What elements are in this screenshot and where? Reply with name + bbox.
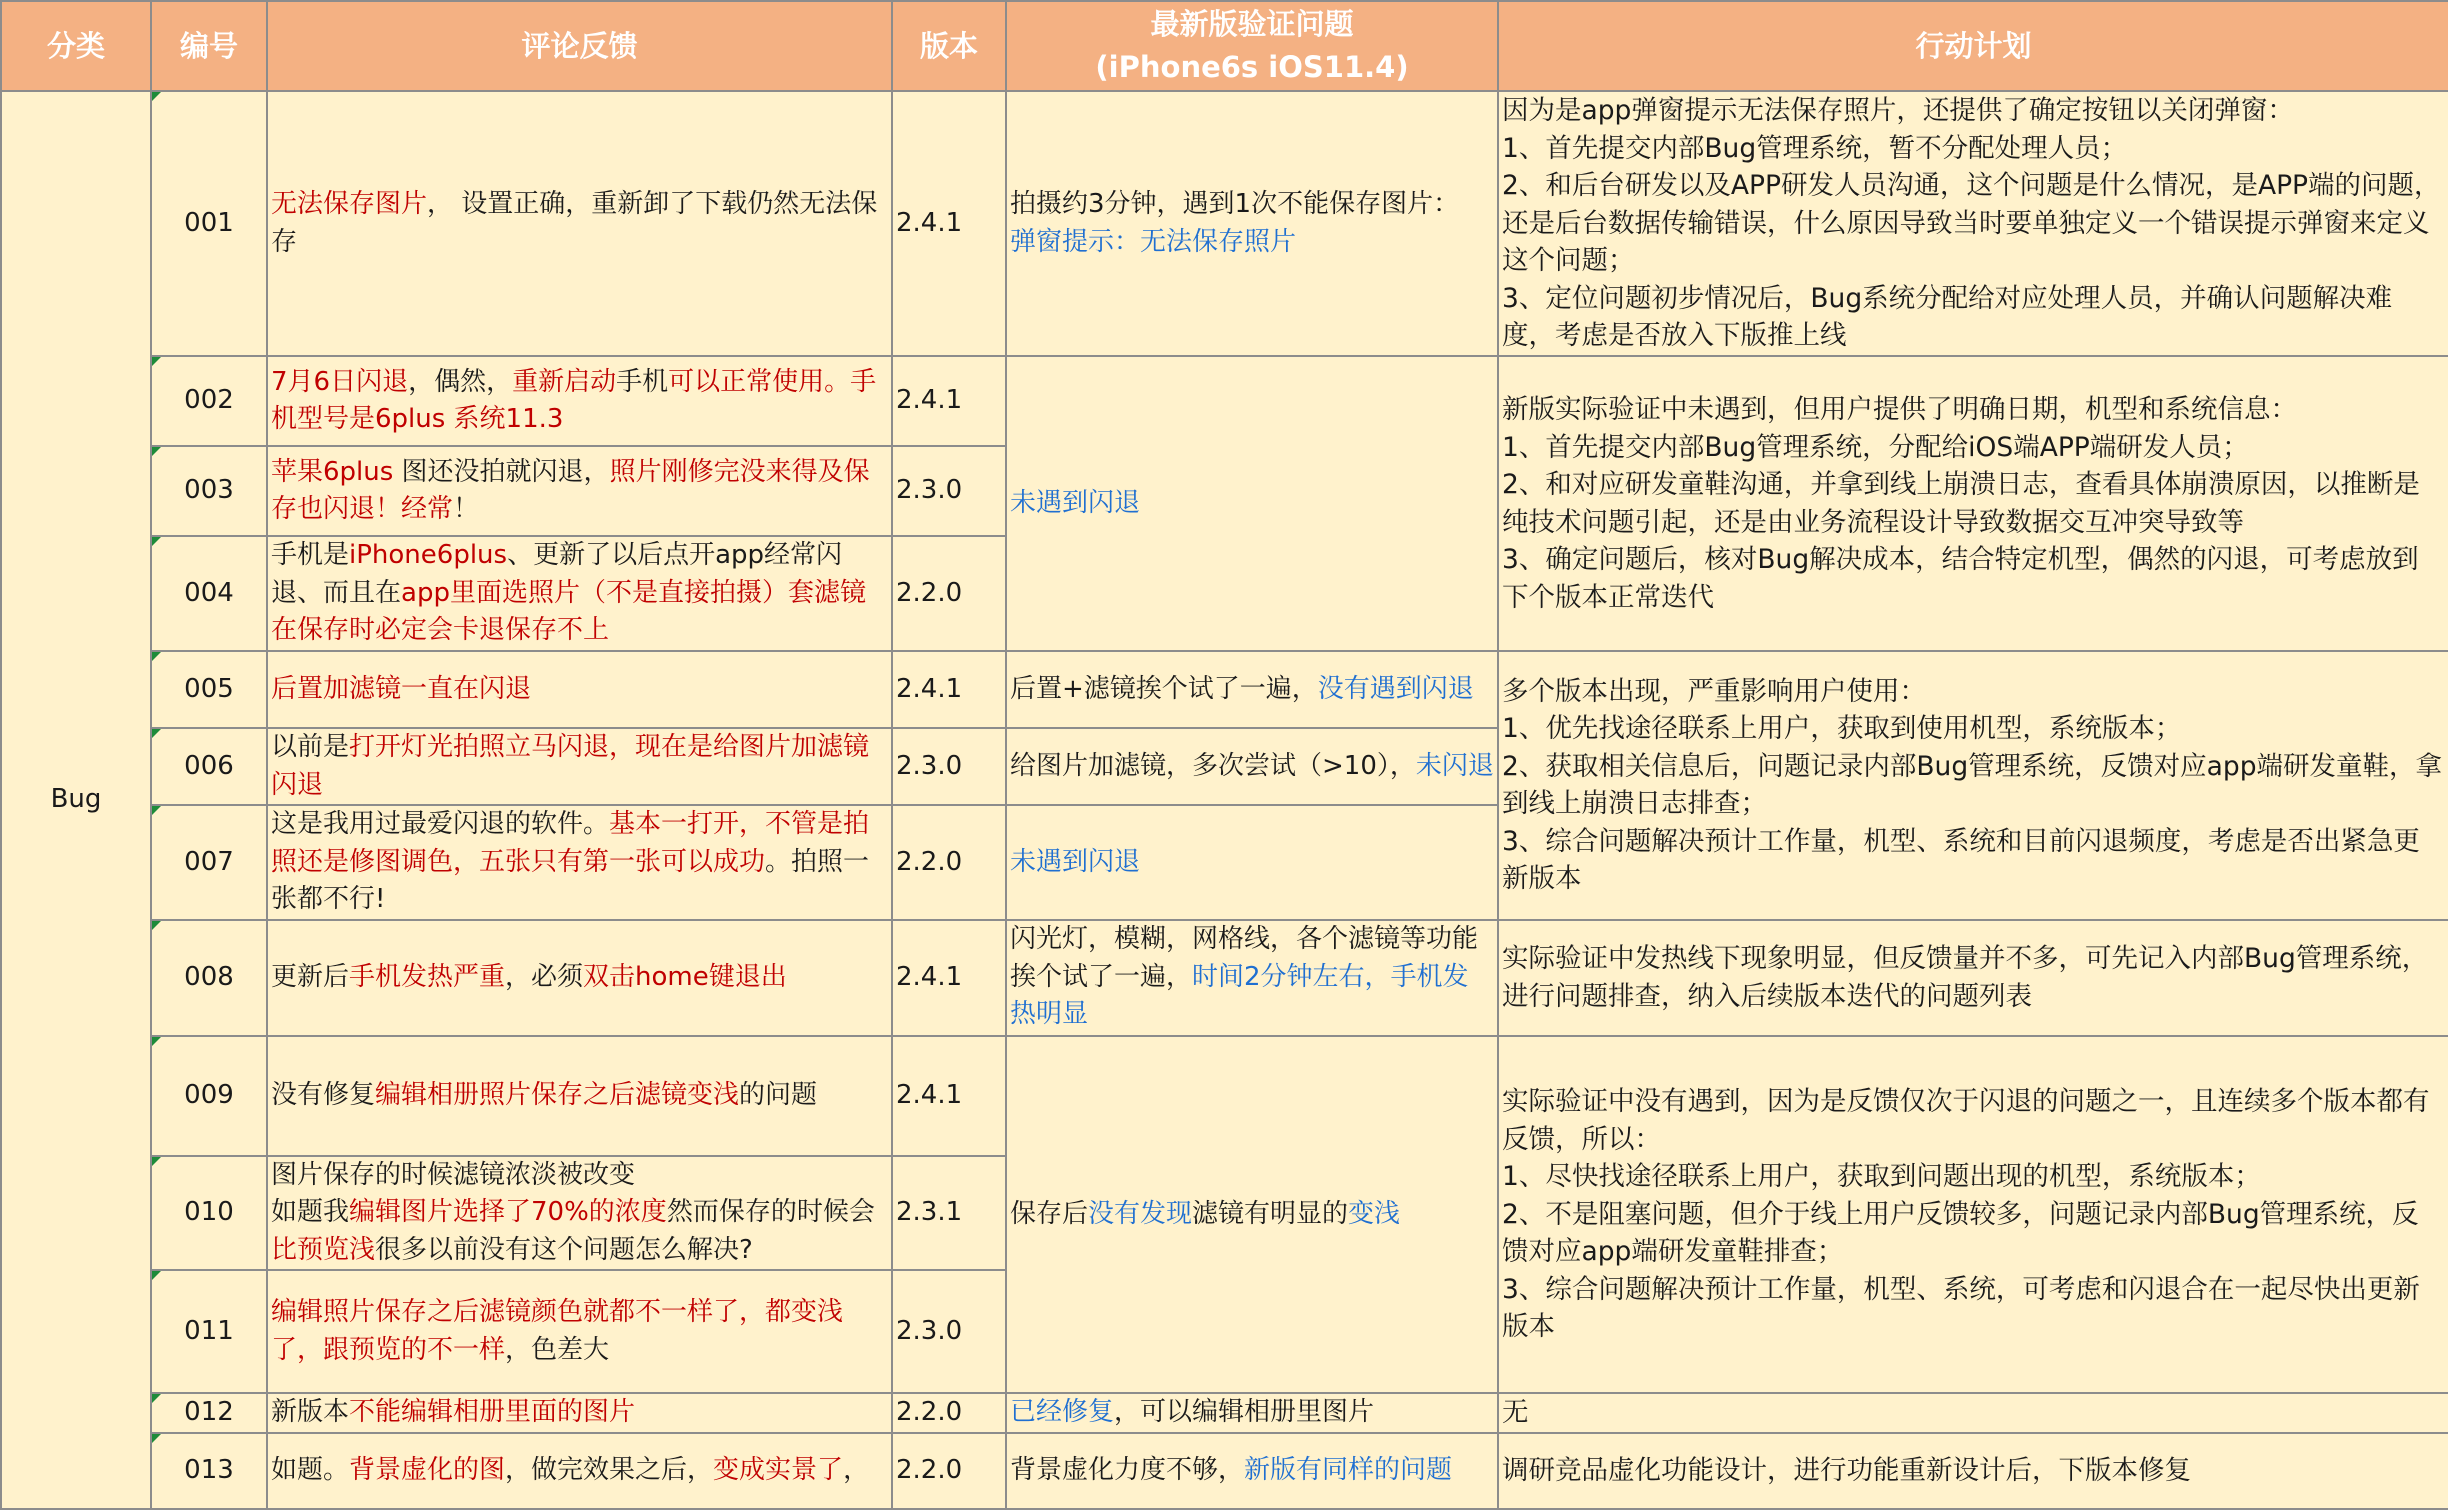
text-segment: 的问题 (739, 1079, 818, 1110)
text-segment: ，做完效果之后， (505, 1454, 714, 1485)
text-segment: ，偶然， (408, 366, 513, 397)
version-cell[interactable]: 2.3.0 (892, 446, 1006, 536)
text-segment: ，色差大 (505, 1334, 610, 1365)
version-cell[interactable]: 2.4.1 (892, 651, 1006, 728)
header-version[interactable]: 版本 (892, 1, 1006, 91)
text-segment: ，必须 (505, 961, 584, 992)
text-segment: ！ (453, 494, 480, 524)
header-verify-line1: 最新版验证问题 (1150, 7, 1354, 41)
verify-cell[interactable] (1006, 1433, 1498, 1509)
text-segment: 图片保存的时候滤镜浓淡被改变 如题我 (271, 1159, 636, 1227)
version-cell[interactable]: 2.2.0 (892, 1433, 1006, 1509)
table-row (1, 91, 2448, 356)
text-segment: 新版本 (271, 1397, 350, 1427)
version-cell[interactable]: 2.2.0 (892, 1393, 1006, 1433)
version-cell[interactable]: 2.4.1 (892, 91, 1006, 356)
text-segment: 重新启动 (512, 366, 617, 397)
text-segment: 。拍照一张都不行! (271, 846, 870, 914)
header-verify-line2: (iPhone6s iOS11.4) (1095, 50, 1409, 84)
id-cell[interactable]: 004 (151, 536, 267, 651)
feedback-cell[interactable] (267, 446, 892, 536)
text-segment: ，可以编辑相册里图片 (1114, 1397, 1375, 1427)
text-segment: 后置加滤镜一直在闪退 (271, 673, 532, 704)
version-cell[interactable]: 2.3.0 (892, 728, 1006, 805)
text-segment: 编辑相册照片保存之后滤镜变浅 (375, 1079, 740, 1110)
verify-cell[interactable] (1006, 920, 1498, 1036)
verify-cell[interactable] (1006, 91, 1498, 356)
text-segment: 编辑图片选择了70%的浓度 (349, 1197, 667, 1227)
table-row (1, 356, 2448, 446)
text-segment: 然而保存的时候会 (666, 1197, 875, 1227)
feedback-cell[interactable] (267, 728, 892, 805)
text-segment: 编辑照片保存之后滤镜颜色就都不一样了，都变浅了，跟预览的不一样 (271, 1297, 844, 1365)
feedback-cell[interactable] (267, 651, 892, 728)
feedback-cell[interactable] (267, 1156, 892, 1271)
verify-cell[interactable] (1006, 805, 1498, 920)
text-segment: app里面选照片（不是直接拍摄）套滤镜在保存时必定会卡退保存不上 (271, 577, 866, 646)
header-category[interactable]: 分类 (1, 1, 151, 91)
text-segment: 没有遇到闪退 (1317, 673, 1474, 704)
text-segment: 没有发现 (1088, 1198, 1193, 1229)
text-segment: 更新后 (271, 961, 350, 992)
text-segment: 以前是 (271, 732, 350, 762)
verify-cell[interactable] (1006, 1036, 1498, 1394)
table-row (1, 651, 2448, 728)
text-segment: 背景虚化的图 (349, 1454, 506, 1485)
text-segment: 变成实景了 (713, 1454, 844, 1485)
text-segment: 未闪退 (1415, 750, 1494, 781)
action-cell[interactable]: 多个版本出现，严重影响用户使用： 1、优先找途径联系上用户，获取到使用机型，系统版本； 2、获取相关信息后，问题记录内部Bug管理系统，反馈对应app端研发童鞋，拿到线上崩溃日志排查； 3、综合问题解决预计工作量，机型、系统和目前闪退频度，考虑是否出紧急更新版本 (1498, 651, 2448, 920)
feedback-cell[interactable] (267, 805, 892, 920)
id-cell[interactable]: 008 (151, 920, 267, 1036)
id-cell[interactable]: 011 (151, 1270, 267, 1393)
text-segment: 图还没拍就闪退， (393, 456, 610, 487)
text-segment: 背景虚化力度不够， (1010, 1454, 1245, 1485)
table-row (1, 1433, 2448, 1509)
feedback-cell[interactable] (267, 91, 892, 356)
text-segment: 手机是 (271, 540, 350, 571)
action-cell[interactable]: 实际验证中没有遇到，因为是反馈仅次于闪退的问题之一，且连续多个版本都有反馈，所以： 1、尽快找途径联系上用户，获取到问题出现的机型，系统版本； 2、不是阻塞问题，但介于线上用户反馈较多，问题记录内部Bug管理系统，反馈对应app端研发童鞋排查； 3、综合问题解决预计工作量，机型、系统，可考虑和闪退合在一起尽快出更新版本 (1498, 1036, 2448, 1394)
version-cell[interactable]: 2.3.0 (892, 1270, 1006, 1393)
header-feedback[interactable]: 评论反馈 (267, 1, 892, 91)
id-cell[interactable]: 010 (151, 1156, 267, 1271)
verify-cell[interactable] (1006, 728, 1498, 805)
text-segment: 给图片加滤镜，多次尝试（>10）， (1010, 750, 1416, 781)
text-segment: 7月6日闪退 (271, 366, 409, 397)
version-cell[interactable]: 2.4.1 (892, 1036, 1006, 1156)
text-segment: 这是我用过最爱闪退的软件。 (271, 809, 610, 839)
id-cell[interactable]: 005 (151, 651, 267, 728)
header-verify[interactable] (1006, 1, 1498, 91)
text-segment: 很多以前没有这个问题怎么解决? (375, 1234, 753, 1265)
text-segment: 已经修复 (1010, 1397, 1115, 1427)
text-segment: ， 设置正确，重新卸了下载仍然无法保存 (271, 189, 878, 257)
text-segment: 苹果6plus (271, 456, 394, 487)
text-segment: 不能编辑相册里面的图片 (349, 1397, 636, 1427)
action-cell[interactable]: 因为是app弹窗提示无法保存照片，还提供了确定按钮以关闭弹窗： 1、首先提交内部Bug管理系统，暂不分配处理人员； 2、和后台研发以及APP研发人员沟通，这个问题是什么情况，是APP端的问题，还是后台数据传输错误，什么原因导致当时要单独定义一个错误提示弹窗来定义这个问题； 3、定位问题初步情况后，Bug系统分配给对应处理人员，并确认问题解决难度，考虑是否放入下版推上线 (1498, 91, 2448, 356)
text-segment: 无法保存图片 (271, 189, 428, 219)
text-segment: 时间2分钟左右，手机发热明显 (1010, 961, 1469, 1030)
id-cell[interactable]: 002 (151, 356, 267, 446)
action-cell[interactable]: 新版实际验证中未遇到，但用户提供了明确日期，机型和系统信息： 1、首先提交内部Bug管理系统，分配给iOS端APP端研发人员； 2、和对应研发童鞋沟通，并拿到线上崩溃日志，查看具体崩溃原因，以推断是纯技术问题引起，还是由业务流程设计导致数据交互冲突导致等 3、确定问题后，核对Bug解决成本，结合特定机型，偶然的闪退，可考虑放到下个版本正常迭代 (1498, 356, 2448, 651)
header-id[interactable]: 编号 (151, 1, 267, 91)
feedback-cell[interactable] (267, 1270, 892, 1393)
text-segment: 未遇到闪退 (1010, 487, 1141, 518)
version-cell[interactable]: 2.4.1 (892, 356, 1006, 446)
text-segment: 保存后 (1010, 1198, 1089, 1229)
text-segment: 未遇到闪退 (1010, 846, 1141, 877)
text-segment: 变浅 (1348, 1198, 1401, 1229)
id-cell[interactable]: 009 (151, 1036, 267, 1156)
action-cell[interactable]: 调研竞品虚化功能设计，进行功能重新设计后，下版本修复 (1498, 1433, 2448, 1509)
header-row (1, 1, 2448, 91)
table-row (1, 920, 2448, 1036)
id-cell[interactable]: 001 (151, 91, 267, 356)
table-row (1, 1036, 2448, 1156)
feedback-cell[interactable] (267, 536, 892, 651)
text-segment: 基本一打开，不管是拍照还是修图调色，五张只有第一张可以成功 (271, 809, 870, 877)
action-cell[interactable]: 无 (1498, 1393, 2448, 1433)
id-cell[interactable]: 013 (151, 1433, 267, 1509)
feedback-cell[interactable] (267, 1393, 892, 1433)
text-segment: 、更新了以后点开app经常闪退、而且在 (271, 540, 843, 608)
feedback-cell[interactable] (267, 1433, 892, 1509)
text-segment: iPhone6plus (349, 540, 508, 571)
verify-cell[interactable] (1006, 356, 1498, 651)
text-segment: 弹窗提示：无法保存照片 (1010, 226, 1297, 257)
verify-cell[interactable] (1006, 651, 1498, 728)
id-cell[interactable]: 003 (151, 446, 267, 536)
text-segment: 双击home键退出 (583, 961, 787, 992)
text-segment: 没有修复 (271, 1079, 376, 1110)
text-segment: 比预览浅 (271, 1234, 376, 1265)
text-segment: 拍摄约3分钟，遇到1次不能保存图片： (1010, 189, 1460, 219)
text-segment: 闪光灯，模糊，网格线，各个滤镜等功能挨个试了一遍， (1010, 924, 1479, 992)
text-segment: 手机发热严重 (349, 961, 506, 992)
feedback-cell[interactable] (267, 356, 892, 446)
text-segment: ， (843, 1454, 870, 1485)
text-segment: 手机 (616, 366, 669, 397)
text-segment: 滤镜有明显的 (1192, 1198, 1349, 1229)
category-cell[interactable]: Bug (1, 91, 151, 1509)
feedback-cell[interactable] (267, 1036, 892, 1156)
version-cell[interactable]: 2.3.1 (892, 1156, 1006, 1271)
table-row (1, 1393, 2448, 1433)
id-cell[interactable]: 006 (151, 728, 267, 805)
version-cell[interactable]: 2.4.1 (892, 920, 1006, 1036)
id-cell[interactable]: 012 (151, 1393, 267, 1433)
id-cell[interactable]: 007 (151, 805, 267, 920)
text-segment: 新版有同样的问题 (1244, 1454, 1453, 1485)
feedback-cell[interactable] (267, 920, 892, 1036)
text-segment: 照片刚修完没来得及保存也闪退！经常 (271, 456, 870, 524)
text-segment: 如题。 (271, 1454, 350, 1485)
verify-cell[interactable] (1006, 1393, 1498, 1433)
version-cell[interactable]: 2.2.0 (892, 805, 1006, 920)
text-segment: 打开灯光拍照立马闪退，现在是给图片加滤镜闪退 (271, 732, 870, 800)
header-action[interactable]: 行动计划 (1498, 1, 2448, 91)
version-cell[interactable]: 2.2.0 (892, 536, 1006, 651)
text-segment: 后置+滤镜挨个试了一遍， (1010, 673, 1318, 704)
action-cell[interactable]: 实际验证中发热线下现象明显，但反馈量并不多，可先记入内部Bug管理系统，进行问题排查，纳入后续版本迭代的问题列表 (1498, 920, 2448, 1036)
text-segment: 可以正常使用。手机型号是6plus 系统11.3 (271, 366, 877, 434)
